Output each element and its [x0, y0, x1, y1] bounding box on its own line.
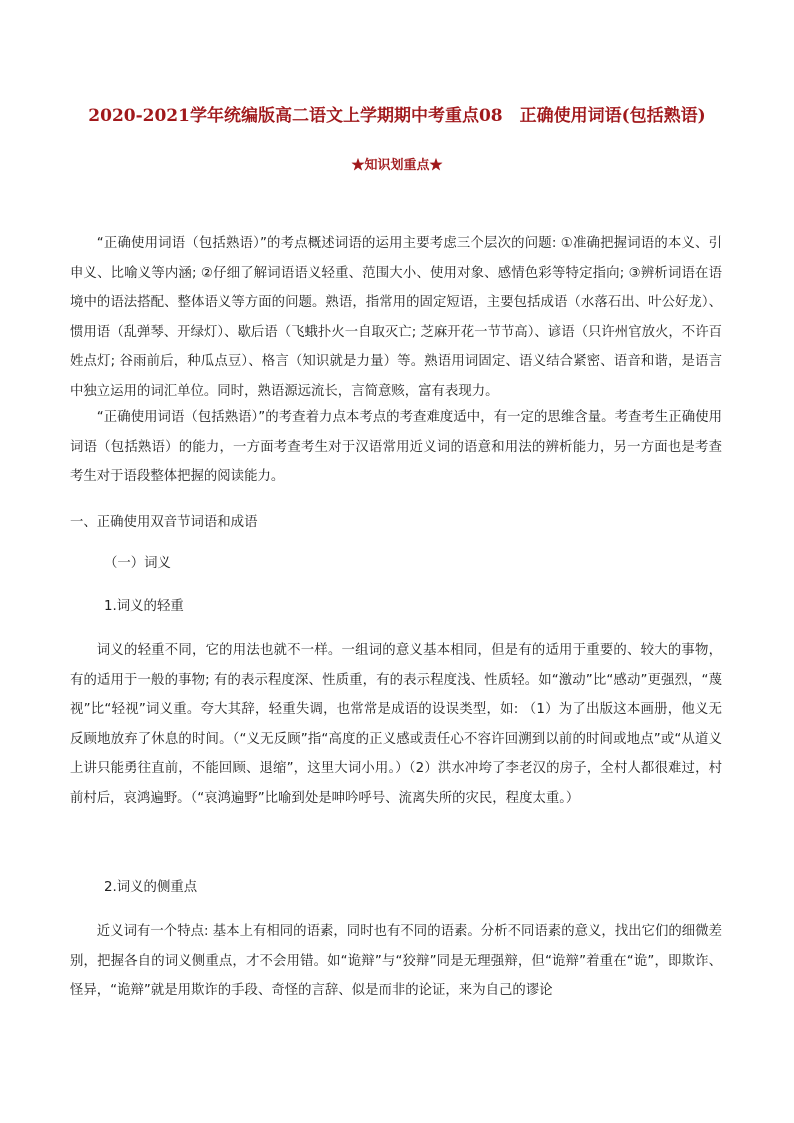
paragraph-meaning-emphasis: 近义词有一个特点: 基本上有相同的语素，同时也有不同的语素。分析不同语素的意义，找出它们的细微差别，把握各自的词义侧重点，才不会用错。如“诡辩”与“狡辩”同是无理强辩，但“诡辩”着重在“诡”，即欺诈、怪异，“诡辩”就是用欺诈的手段、奇怪的言辞、似是而非的论证，来为自己的谬论 — [70, 924, 722, 998]
paragraph-focus: “正确使用词语（包括熟语）”的考查着力点本考点的考查难度适中，有一定的思维含量。考查考生正确使用词语（包括熟语）的能力，一方面考查考生对于汉语常用近义词的语意和用法的辨析能力，另一方面也是考查考生对于语段整体把握的阅读能力。 — [70, 410, 722, 484]
section-subtitle: ★知识划重点★ — [351, 158, 443, 173]
heading-section-one: 一、正确使用双音节词语和成语 — [70, 515, 258, 530]
heading-meaning-weight: 1.词义的轻重 — [104, 599, 184, 614]
paragraph-meaning-weight: 词义的轻重不同，它的用法也就不一样。一组词的意义基本相同，但是有的适用于重要的、较大的事物，有的适用于一般的事物; 有的表示程度深、性质重，有的表示程度浅、性质轻。如“激动”比“感动”更强烈，“蔑视”比“轻视”词义重。夸大其辞，轻重失调，也常常是成语的设误类型，如: （1）为了出版这本画册，他义无反顾地放弃了休息的时间。（“义无反顾”指“高度的正义感或责任心不容许回溯到以前的时间或地点”或“从道义上讲只能勇往直前，不能回顾、退缩”，这里大词小用。）（2）洪水冲垮了李老汉的房子，全村人都很难过，村前村后，哀鸿遍野。（“哀鸿遍野”比喻到处是呻吟呼号、流离失所的灾民，程度太重。） — [70, 643, 722, 806]
document-title: 2020-2021学年统编版高二语文上学期期中考重点08 正确使用词语(包括熟语) — [88, 106, 706, 126]
heading-meaning-emphasis: 2.词义的侧重点 — [104, 880, 198, 895]
heading-word-meaning: （一）词义 — [104, 556, 171, 571]
paragraph-overview: “正确使用词语（包括熟语）”的考点概述词语的运用主要考虑三个层次的问题: ①准确把握词语的本义、引申义、比喻义等内涵; ②仔细了解词语语义轻重、范围大小、使用对象、感情色彩等特定指向; ③辨析词语在语境中的语法搭配、整体语义等方面的问题。熟语，指常用的固定短语，主要包括成语（水落石出、叶公好龙）、惯用语（乱弹琴、开绿灯）、歇后语（飞蛾扑火一自取灭亡; 芝麻开花一节节高）、谚语（只许州官放火，不许百姓点灯; 谷雨前后，种瓜点豆）、格言（知识就是力量）等。熟语用词固定、语义结合紧密、语音和谐，是语言中独立运用的词汇单位。同时，熟语源远流长，言简意赅，富有表现力。 — [70, 236, 722, 399]
